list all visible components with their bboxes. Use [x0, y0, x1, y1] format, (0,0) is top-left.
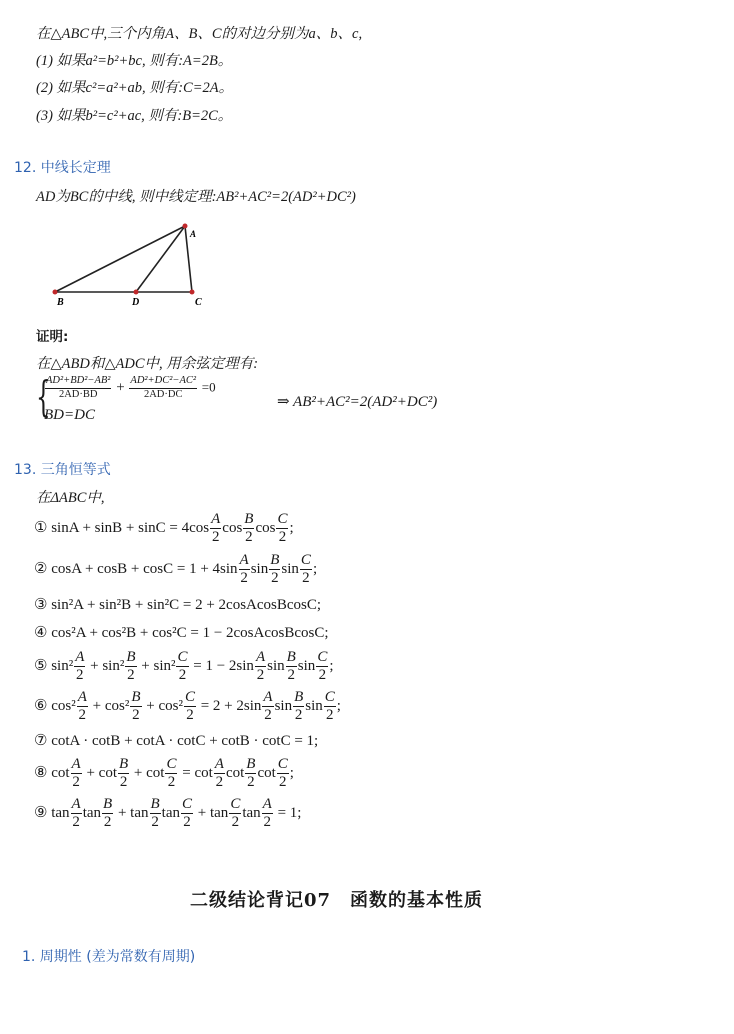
intro-line-3: (3) 如果b²=c²+ac, 则有:B=2C。	[36, 108, 233, 124]
median-ad	[136, 226, 185, 292]
identity-3: ③ sin²A + sin²B + sin²C = 2 + 2cosAcosBcosC;	[34, 597, 322, 613]
section-13-intro: 在ΔABC中,	[36, 490, 105, 506]
identity-9: ⑨ tan $\frac{A}{2}$ tan $\frac{B}{2}$ + tan $\frac{B}{2}$ tan $\frac{C}{2}$ + tan $\frac{C}{2}$ tan $\frac{A}{2}$ = 1;	[34, 796, 302, 830]
label-c: C	[195, 297, 202, 308]
label-d: D	[132, 297, 140, 308]
left-brace: {	[36, 372, 51, 421]
intro-line-2: (2) 如果c²=a²+ab, 则有:C=2A。	[36, 80, 234, 96]
intro-line-1: (1) 如果a²=b²+bc, 则有:A=2B。	[36, 53, 233, 69]
point-d-dot	[134, 290, 139, 295]
proof-label: 证明:	[36, 329, 69, 345]
label-a: A	[190, 229, 197, 239]
section-1-heading: 1. 周期性 (差为常数有周期)	[22, 949, 196, 965]
section-12-heading: 12. 中线长定理	[14, 160, 111, 176]
cosine-fraction-1	[45, 376, 111, 400]
fraction-2-numerator: AD²+DC²−AC²	[129, 376, 197, 389]
proof-equation-row	[44, 376, 216, 400]
identity-2: ② cosA + cosB + cosC = 1 + 4sin $\frac{A}{2}$ sin $\frac{B}{2}$ sin $\frac{C}{2}$ ;	[34, 552, 318, 586]
fraction-1-numerator: AD²+BD²−AB²	[45, 376, 111, 389]
identity-1: ① sinA + sinB + sinC = 4cos $\frac{A}{2}$ cos $\frac{B}{2}$ cos $\frac{C}{2}$ ;	[34, 511, 294, 545]
bd-equals-dc: BD=DC	[44, 407, 95, 423]
cosine-fraction-2	[129, 376, 197, 400]
equals-zero: =0	[201, 379, 216, 395]
identity-6: ⑥ cos² $\frac{A}{2}$ + cos² $\frac{B}{2}$ + cos² $\frac{C}{2}$ = 2 + 2sin $\frac{A}{2}$ sin $\frac{B}{2}$ sin $\frac{C}{2}$ ;	[34, 689, 341, 723]
identity-8: ⑧ cot $\frac{A}{2}$ + cot $\frac{B}{2}$ + cot $\frac{C}{2}$ = cot $\frac{A}{2}$ cot $\frac{B}{2}$ cot $\frac{C}{2}$ ;	[34, 756, 294, 790]
identity-5: ⑤ sin² $\frac{A}{2}$ + sin² $\frac{B}{2}$ + sin² $\frac{C}{2}$ = 1 − 2sin $\frac{A}{2}$ sin $\frac{B}{2}$ sin $\frac{C}{2}$ ;	[34, 649, 334, 683]
median-conclusion: ⇒ AB²+AC²=2(AD²+DC²)	[277, 394, 438, 410]
median-theorem-statement: AD为BC的中线, 则中线定理:AB²+AC²=2(AD²+DC²)	[36, 189, 356, 205]
fraction-2-denominator: 2AD·DC	[143, 388, 183, 400]
plus-sign: +	[116, 379, 125, 396]
vertex-c-dot	[190, 290, 195, 295]
identity-4: ④ cos²A + cos²B + cos²C = 1 − 2cosAcosBcosC;	[34, 625, 329, 641]
chapter-title: 二级结论背记07 函数的基本性质	[190, 890, 484, 911]
side-ab	[55, 226, 185, 292]
intro-line-0: 在△ABC中,三个内角A、B、C的对边分别为a、b、c,	[36, 26, 363, 42]
proof-intro: 在△ABD和△ADC中, 用余弦定理有:	[36, 356, 259, 372]
fraction-1-denominator: 2AD·BD	[58, 388, 98, 400]
vertex-b-dot	[53, 290, 58, 295]
label-b: B	[57, 297, 64, 308]
median-triangle-figure	[40, 215, 220, 310]
section-13-heading: 13. 三角恒等式	[14, 462, 111, 478]
identity-7: ⑦ cotA · cotB + cotA · cotC + cotB · cotC = 1;	[34, 733, 319, 749]
vertex-a-dot	[183, 224, 188, 229]
